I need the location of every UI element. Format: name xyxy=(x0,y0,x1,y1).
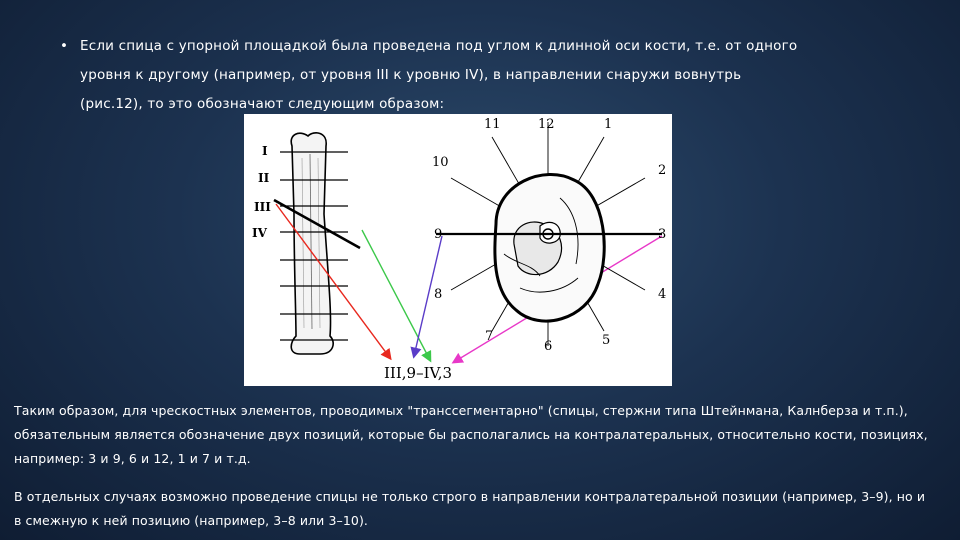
bullet-line-3: (рис.12), то это обозначают следующим образом: xyxy=(80,96,445,112)
paragraph-1-line-2: обязательным является обозначение двух позиций, которые бы располагались на контралатеральных, относительно кости, позициях, xyxy=(14,427,928,442)
clock-label-2: 2 xyxy=(658,163,667,178)
paragraph-2-line-1: В отдельных случаях возможно проведение спицы не только строго в направлении контралатеральной позиции (например, 3–9), но и xyxy=(14,489,926,504)
clock-label-7: 7 xyxy=(485,329,494,344)
clock-label-6: 6 xyxy=(544,339,553,354)
bullet-line-2: уровня к другому (например, от уровня III к уровню IV), в направлении снаружи вовнутрь xyxy=(80,67,742,83)
paragraph-1-line-1: Таким образом, для чрескостных элементов, проводимых "транссегментарно" (спицы, стержни типа Штейнмана, Калнберза и т.п.), xyxy=(14,403,908,418)
paragraph-2-line-2: в смежную к ней позицию (например, 3–8 или 3–10). xyxy=(14,513,369,528)
bullet-marker: • xyxy=(60,38,69,54)
clock-label-11: 11 xyxy=(484,117,501,132)
paragraph-adjacent-position xyxy=(14,485,950,533)
clock-label-4: 4 xyxy=(658,287,667,302)
paragraph-transsegmental xyxy=(14,399,950,471)
paragraph-1-line-3: например: 3 и 9, 6 и 12, 1 и 7 и т.д. xyxy=(14,451,251,466)
clock-label-8: 8 xyxy=(434,287,443,302)
clock-label-5: 5 xyxy=(602,333,611,348)
bullet-text-block xyxy=(60,32,840,119)
diagram-svg xyxy=(244,114,672,386)
arrow-red xyxy=(276,204,390,358)
level-label-4: IV xyxy=(252,226,267,240)
bone-wire-diagram xyxy=(244,114,672,386)
clock-label-1: 1 xyxy=(604,117,613,132)
clock-label-3: 3 xyxy=(658,227,667,242)
wire-notation: III,9–IV,3 xyxy=(384,364,453,382)
arrow-green xyxy=(362,230,430,360)
bone-illustration xyxy=(291,133,333,354)
clock-label-10: 10 xyxy=(432,155,449,170)
clock-label-9: 9 xyxy=(434,227,443,242)
bullet-line-1: Если спица с упорной площадкой была проведена под углом к длинной оси кости, т.е. от одного xyxy=(80,38,798,54)
level-label-1: I xyxy=(262,144,268,158)
clock-label-12: 12 xyxy=(538,117,555,132)
limb-cross-section xyxy=(436,122,662,346)
level-label-3: III xyxy=(254,200,271,214)
level-label-2: II xyxy=(258,171,270,185)
